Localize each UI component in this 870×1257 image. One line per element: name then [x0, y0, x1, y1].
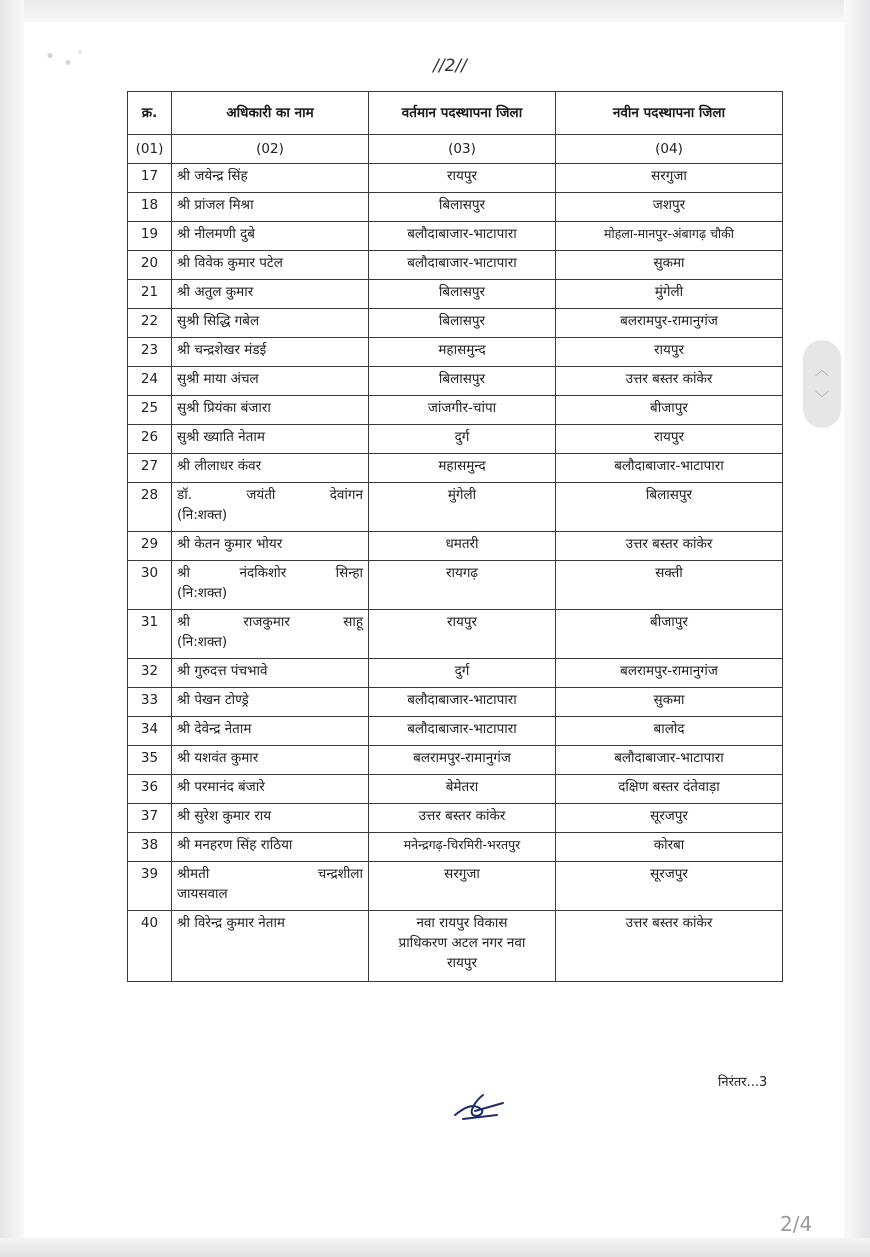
current-district-cell [369, 911, 556, 982]
current-district-cell: बलौदाबाजार-भाटापारा [369, 688, 556, 717]
table-row [128, 833, 783, 862]
header-new-district: नवीन पदस्थापना जिला [556, 92, 783, 135]
table-row [128, 454, 783, 483]
serial-cell: 31 [128, 610, 172, 659]
table-row [128, 193, 783, 222]
chevron-down-icon[interactable]: ﹀ [815, 391, 829, 407]
new-district-cell: सूरजपुर [556, 862, 783, 911]
column-index: (01) [128, 135, 172, 164]
current-district-cell: बिलासपुर [369, 193, 556, 222]
new-district-cell: दक्षिण बस्तर दंतेवाड़ा [556, 775, 783, 804]
new-district-cell: सूरजपुर [556, 804, 783, 833]
serial-cell: 27 [128, 454, 172, 483]
serial-cell: 18 [128, 193, 172, 222]
name-line: (नि:शक्त) [177, 585, 228, 601]
table-row [128, 483, 783, 532]
page-marker: //2// [433, 56, 467, 76]
new-district-cell: बलरामपुर-रामानुगंज [556, 659, 783, 688]
name-cell: श्री चन्द्रशेखर मंडई [172, 338, 369, 367]
table-row [128, 911, 783, 982]
serial-cell: 20 [128, 251, 172, 280]
new-district-cell: जशपुर [556, 193, 783, 222]
current-district-cell: बिलासपुर [369, 309, 556, 338]
transfer-table [127, 91, 783, 982]
new-district-cell: बीजापुर [556, 610, 783, 659]
chevron-up-icon[interactable]: ︿ [815, 363, 829, 379]
table-row [128, 688, 783, 717]
name-cell: सुश्री ख्याति नेताम [172, 425, 369, 454]
table-row [128, 804, 783, 833]
serial-cell: 29 [128, 532, 172, 561]
serial-cell: 28 [128, 483, 172, 532]
serial-cell: 40 [128, 911, 172, 982]
name-cell: सुश्री माया अंचल [172, 367, 369, 396]
serial-cell: 32 [128, 659, 172, 688]
table-row [128, 164, 783, 193]
new-district-cell: बिलासपुर [556, 483, 783, 532]
continued-note: निरंतर...3 [718, 1075, 768, 1090]
column-index: (04) [556, 135, 783, 164]
new-district-cell: रायपुर [556, 338, 783, 367]
serial-cell: 26 [128, 425, 172, 454]
current-district-cell: दुर्ग [369, 425, 556, 454]
table-row [128, 280, 783, 309]
name-cell [172, 483, 369, 532]
table-row [128, 746, 783, 775]
current-district-cell: महासमुन्द [369, 338, 556, 367]
name-cell: श्री विवेक कुमार पटेल [172, 251, 369, 280]
current-district-cell: उत्तर बस्तर कांकेर [369, 804, 556, 833]
current-district-cell: दुर्ग [369, 659, 556, 688]
serial-cell: 23 [128, 338, 172, 367]
table-row [128, 775, 783, 804]
name-cell: सुश्री प्रियंका बंजारा [172, 396, 369, 425]
name-cell: श्री सुरेश कुमार राय [172, 804, 369, 833]
current-district-cell: बिलासपुर [369, 280, 556, 309]
name-cell [172, 862, 369, 911]
header-row [128, 92, 783, 135]
column-index: (02) [172, 135, 369, 164]
current-district-cell: महासमुन्द [369, 454, 556, 483]
new-district-cell: मुंगेली [556, 280, 783, 309]
current-district-cell: बलौदाबाजार-भाटापारा [369, 717, 556, 746]
current-district-cell: सरगुजा [369, 862, 556, 911]
name-line: डॉ. जयंती देवांगन [177, 487, 363, 503]
viewer-top-frame [0, 0, 870, 22]
serial-cell: 34 [128, 717, 172, 746]
new-district-cell: रायपुर [556, 425, 783, 454]
serial-cell: 19 [128, 222, 172, 251]
new-district-cell: उत्तर बस्तर कांकेर [556, 532, 783, 561]
page-scroll-control[interactable] [803, 340, 841, 428]
table-row [128, 309, 783, 338]
name-cell: श्री पेखन टोण्ड्रे [172, 688, 369, 717]
scan-smudge [32, 42, 92, 76]
name-cell: श्री यशवंत कुमार [172, 746, 369, 775]
column-index: (03) [369, 135, 556, 164]
new-district-cell: सक्ती [556, 561, 783, 610]
serial-cell: 37 [128, 804, 172, 833]
name-line: श्री नंदकिशोर सिन्हा [177, 565, 363, 581]
name-cell: श्री विरेन्द्र कुमार नेताम [172, 911, 369, 982]
serial-cell: 39 [128, 862, 172, 911]
new-district-cell: सुकमा [556, 251, 783, 280]
name-cell: सुश्री सिद्धि गबेल [172, 309, 369, 338]
serial-cell: 30 [128, 561, 172, 610]
new-district-cell: बलरामपुर-रामानुगंज [556, 309, 783, 338]
column-index-row [128, 135, 783, 164]
name-cell: श्री केतन कुमार भोयर [172, 532, 369, 561]
table-row [128, 717, 783, 746]
current-district-cell: मुंगेली [369, 483, 556, 532]
table-row [128, 338, 783, 367]
serial-cell: 24 [128, 367, 172, 396]
header-name: अधिकारी का नाम [172, 92, 369, 135]
name-cell: श्री प्रांजल मिश्रा [172, 193, 369, 222]
district-line: प्राधिकरण अटल नगर नवा [398, 935, 526, 951]
new-district-cell: बालोद [556, 717, 783, 746]
table-row [128, 396, 783, 425]
current-district-cell: धमतरी [369, 532, 556, 561]
new-district-cell: उत्तर बस्तर कांकेर [556, 367, 783, 396]
current-district-cell: रायगढ़ [369, 561, 556, 610]
new-district-cell: सरगुजा [556, 164, 783, 193]
serial-cell: 36 [128, 775, 172, 804]
new-district-cell: बीजापुर [556, 396, 783, 425]
name-cell: श्री गुरुदत्त पंचभावे [172, 659, 369, 688]
name-cell: श्री अतुल कुमार [172, 280, 369, 309]
signature-mark [445, 1085, 515, 1125]
table-row [128, 425, 783, 454]
table-row [128, 561, 783, 610]
table-row [128, 367, 783, 396]
table-row [128, 862, 783, 911]
new-district-cell: कोरबा [556, 833, 783, 862]
name-line: श्री राजकुमार साहू [177, 614, 363, 630]
table-row [128, 251, 783, 280]
table-row [128, 532, 783, 561]
current-district-cell: जांजगीर-चांपा [369, 396, 556, 425]
name-line: (नि:शक्त) [177, 507, 228, 523]
viewer-bottom-frame [0, 1238, 870, 1257]
current-district-cell: बेमेतरा [369, 775, 556, 804]
serial-cell: 22 [128, 309, 172, 338]
header-current-district: वर्तमान पदस्थापना जिला [369, 92, 556, 135]
new-district-cell: बलौदाबाजार-भाटापारा [556, 746, 783, 775]
page-counter: 2/4 [780, 1212, 813, 1236]
name-cell [172, 610, 369, 659]
serial-cell: 38 [128, 833, 172, 862]
name-cell: श्री परमानंद बंजारे [172, 775, 369, 804]
current-district-cell: बलौदाबाजार-भाटापारा [369, 222, 556, 251]
current-district-cell: बिलासपुर [369, 367, 556, 396]
new-district-cell: उत्तर बस्तर कांकेर [556, 911, 783, 982]
name-cell: श्री नीलमणी दुबे [172, 222, 369, 251]
name-line: जायसवाल [177, 886, 228, 902]
district-line: रायपुर [446, 955, 478, 971]
new-district-cell: सुकमा [556, 688, 783, 717]
viewer-left-frame [0, 0, 24, 1257]
name-cell: श्री मनहरण सिंह राठिया [172, 833, 369, 862]
new-district-cell: बलौदाबाजार-भाटापारा [556, 454, 783, 483]
serial-cell: 35 [128, 746, 172, 775]
serial-cell: 33 [128, 688, 172, 717]
name-cell: श्री देवेन्द्र नेताम [172, 717, 369, 746]
current-district-cell: रायपुर [369, 164, 556, 193]
new-district-cell: मोहला-मानपुर-अंबागढ़ चौकी [556, 222, 783, 251]
serial-cell: 21 [128, 280, 172, 309]
table-row [128, 610, 783, 659]
name-line: श्रीमती चन्द्रशीला [177, 866, 363, 882]
table-row [128, 659, 783, 688]
current-district-cell: बलरामपुर-रामानुगंज [369, 746, 556, 775]
name-cell [172, 561, 369, 610]
current-district-cell: मनेन्द्रगढ़-चिरमिरी-भरतपुर [369, 833, 556, 862]
district-line: नवा रायपुर विकास [416, 915, 508, 931]
viewer-right-frame [844, 0, 870, 1257]
name-line: (नि:शक्त) [177, 634, 228, 650]
serial-cell: 25 [128, 396, 172, 425]
current-district-cell: बलौदाबाजार-भाटापारा [369, 251, 556, 280]
serial-cell: 17 [128, 164, 172, 193]
header-serial: क्र. [128, 92, 172, 135]
table-row [128, 222, 783, 251]
current-district-cell: रायपुर [369, 610, 556, 659]
name-cell: श्री जयेन्द्र सिंह [172, 164, 369, 193]
name-cell: श्री लीलाधर कंवर [172, 454, 369, 483]
